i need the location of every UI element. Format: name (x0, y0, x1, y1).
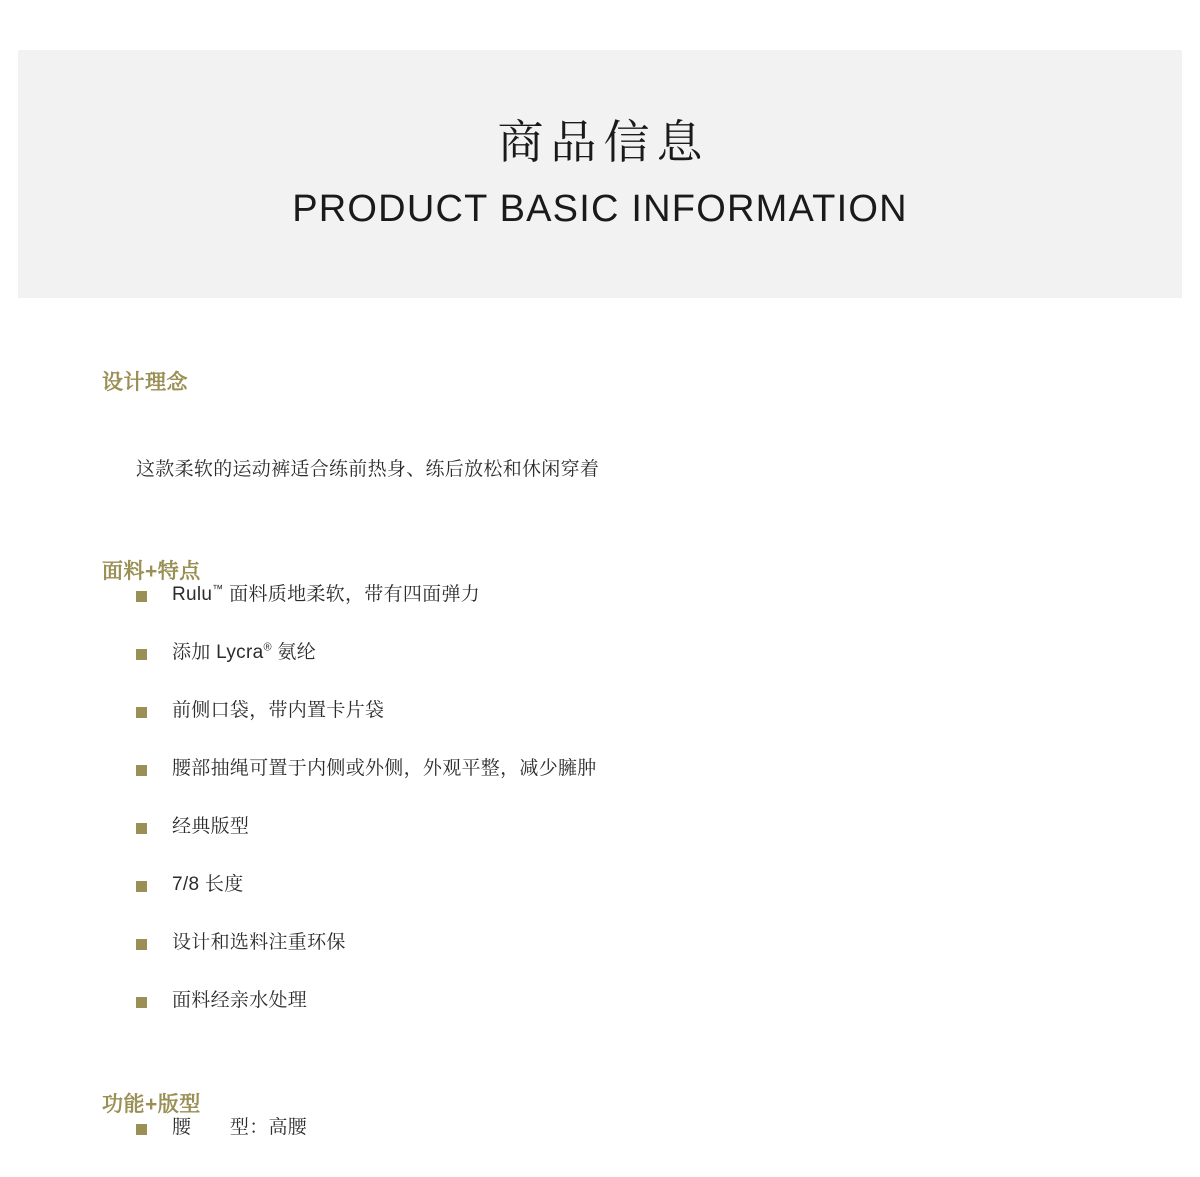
bullet-square-icon (136, 765, 147, 776)
list-item (0, 991, 1200, 1010)
list-item (0, 585, 1200, 604)
list-item-text-pre: 腰部抽绳可置于内侧或外侧，外观平整，减少臃肿 (172, 758, 597, 779)
list-item (0, 933, 1200, 952)
list-item (0, 759, 1200, 778)
registered-mark: ® (263, 641, 272, 654)
section-design-concept (0, 366, 1200, 481)
bullet-square-icon (136, 649, 147, 660)
list-item-text-pre: 腰 型：高腰 (172, 1117, 308, 1138)
list-item (0, 817, 1200, 836)
section-heading: 设计理念 (102, 371, 188, 394)
list-item-text-pre: 经典版型 (172, 816, 250, 837)
section-function-fit (0, 1088, 1200, 1137)
fit-list (0, 1118, 1200, 1137)
list-item-text-pre: 设计和选料注重环保 (172, 932, 346, 953)
feature-list (0, 585, 1200, 1010)
page-banner (18, 50, 1182, 298)
section-paragraph: 这款柔软的运动裤适合练前热身、练后放松和休闲穿着 (136, 459, 600, 480)
bullet-square-icon (136, 707, 147, 718)
list-item-text-pre: 添加 Lycra (172, 642, 264, 663)
list-item-text-post: 面料质地柔软，带有四面弹力 (223, 584, 481, 605)
page-title-en: PRODUCT BASIC INFORMATION (292, 188, 908, 231)
bullet-square-icon (136, 823, 147, 834)
list-item (0, 875, 1200, 894)
trademark-mark: ™ (212, 583, 224, 596)
bullet-square-icon (136, 1124, 147, 1135)
section-heading: 功能+版型 (102, 1093, 201, 1116)
bullet-square-icon (136, 939, 147, 950)
list-item-text-pre: 7/8 长度 (172, 874, 244, 895)
list-item-text-pre: Rulu (172, 584, 213, 605)
bullet-square-icon (136, 997, 147, 1008)
list-item-text-post: 氨纶 (271, 642, 317, 663)
list-item (0, 643, 1200, 662)
page-title-cn: 商品信息 (497, 115, 710, 168)
bullet-square-icon (136, 881, 147, 892)
bullet-square-icon (136, 591, 147, 602)
page-content (0, 298, 1200, 1137)
section-heading: 面料+特点 (102, 560, 201, 583)
section-fabric-features (0, 555, 1200, 1010)
list-item-text-pre: 面料经亲水处理 (172, 990, 308, 1011)
list-item (0, 701, 1200, 720)
list-item (0, 1118, 1200, 1137)
list-item-text-pre: 前侧口袋，带内置卡片袋 (172, 700, 385, 721)
